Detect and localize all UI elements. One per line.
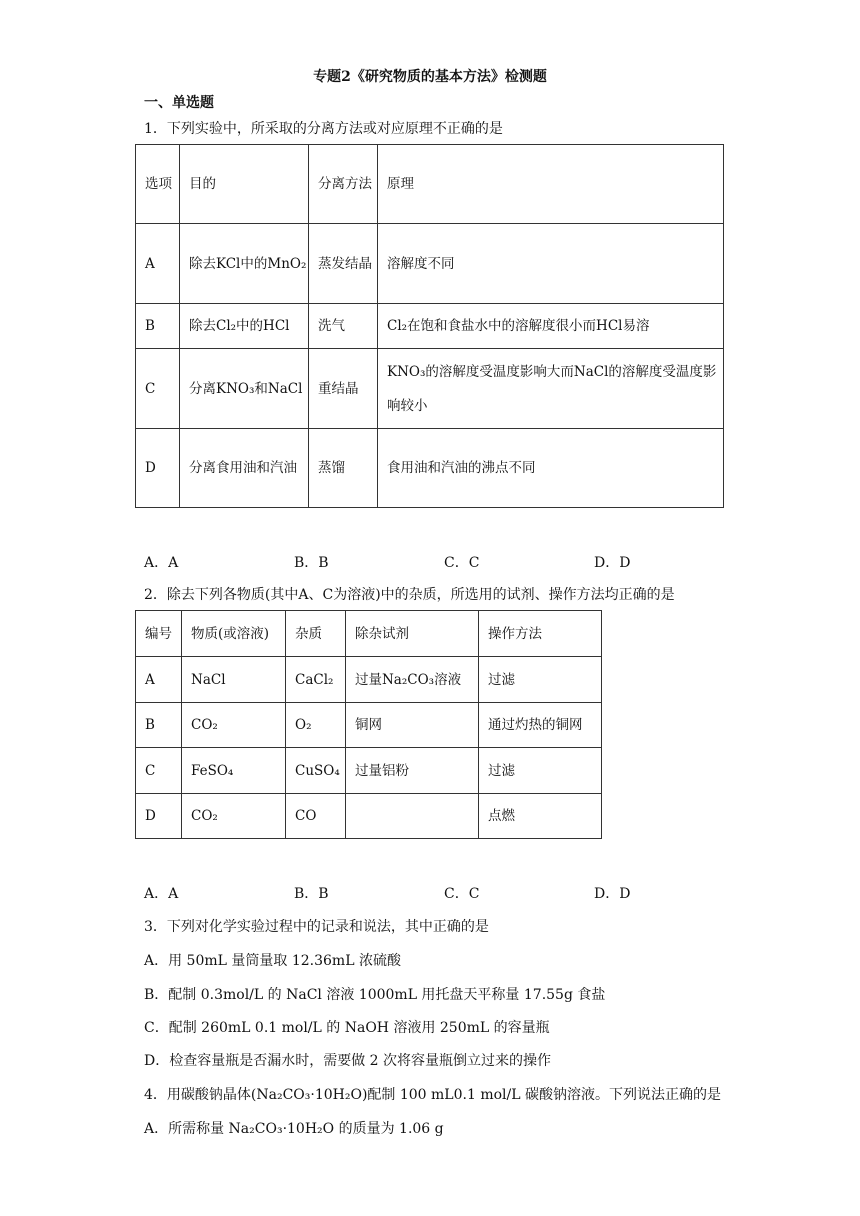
table-cell (346, 794, 479, 839)
header-cell: 除杂试剂 (346, 611, 479, 657)
question-3-option-c[interactable]: C．配制 260mL 0.1 mol/L 的 NaOH 溶液用 250mL 的容量瓶 (144, 1020, 550, 1036)
table-cell: B (136, 703, 182, 748)
table-cell: 重结晶 (309, 349, 378, 429)
question-1-option-b[interactable]: B．B (294, 555, 329, 571)
question-2-option-d[interactable]: D．D (594, 886, 631, 902)
table-cell: CO₂ (182, 794, 286, 839)
table-cell: 过量铝粉 (346, 748, 479, 794)
table-cell: 分离食用油和汽油 (180, 429, 309, 508)
header-cell: 目的 (180, 145, 309, 224)
question-1-option-a[interactable]: A．A (144, 555, 179, 571)
table-row (136, 703, 602, 748)
question-1-option-d[interactable]: D．D (594, 555, 631, 571)
table-row (136, 794, 602, 839)
question-1-option-c[interactable]: C．C (444, 555, 480, 571)
table-cell: O₂ (286, 703, 346, 748)
header-cell: 选项 (136, 145, 180, 224)
header-cell: 分离方法 (309, 145, 378, 224)
header-cell: 物质(或溶液) (182, 611, 286, 657)
table-cell: 过量Na₂CO₃溶液 (346, 657, 479, 703)
table-row (136, 349, 724, 429)
table-row (136, 429, 724, 508)
question-2-table (135, 610, 602, 839)
table-cell: D (136, 794, 182, 839)
table-cell: 通过灼热的铜网 (479, 703, 602, 748)
header-cell: 编号 (136, 611, 182, 657)
question-2-option-c[interactable]: C．C (444, 886, 480, 902)
table-cell: 食用油和汽油的沸点不同 (378, 429, 724, 508)
table-cell: B (136, 304, 180, 349)
table-cell: 过滤 (479, 657, 602, 703)
header-cell: 杂质 (286, 611, 346, 657)
table-cell: CaCl₂ (286, 657, 346, 703)
question-4-option-a[interactable]: A．所需称量 Na₂CO₃·10H₂O 的质量为 1.06 g (144, 1121, 444, 1137)
table-cell: D (136, 429, 180, 508)
question-2-option-a[interactable]: A．A (144, 886, 179, 902)
table-cell: A (136, 224, 180, 304)
table-cell: 溶解度不同 (378, 224, 724, 304)
table-row (136, 304, 724, 349)
table-cell: 分离KNO₃和NaCl (180, 349, 309, 429)
header-cell: 操作方法 (479, 611, 602, 657)
question-3-option-a[interactable]: A．用 50mL 量筒量取 12.36mL 浓硫酸 (144, 953, 401, 969)
table-cell: 过滤 (479, 748, 602, 794)
table-cell: CO (286, 794, 346, 839)
table-cell: NaCl (182, 657, 286, 703)
table-cell: 点燃 (479, 794, 602, 839)
table-cell: KNO₃的溶解度受温度影响大而NaCl的溶解度受温度影响较小 (378, 349, 724, 429)
table-cell: C (136, 748, 182, 794)
table-cell: 除去KCl中的MnO₂ (180, 224, 309, 304)
question-3-option-b[interactable]: B．配制 0.3mol/L 的 NaCl 溶液 1000mL 用托盘天平称量 17.55g 食盐 (144, 987, 606, 1003)
table-cell: 蒸馏 (309, 429, 378, 508)
table-cell: 除去Cl₂中的HCl (180, 304, 309, 349)
table-cell: 洗气 (309, 304, 378, 349)
question-1-stem: 1．下列实验中，所采取的分离方法或对应原理不正确的是 (144, 121, 503, 137)
document-title: 专题2《研究物质的基本方法》检测题 (313, 69, 547, 85)
table-cell: C (136, 349, 180, 429)
question-2-option-b[interactable]: B．B (294, 886, 329, 902)
question-4-stem: 4．用碳酸钠晶体(Na₂CO₃·10H₂O)配制 100 mL0.1 mol/L 碳酸钠溶液。下列说法正确的是 (144, 1087, 721, 1103)
table-cell: 铜网 (346, 703, 479, 748)
table-cell: CuSO₄ (286, 748, 346, 794)
table-cell: FeSO₄ (182, 748, 286, 794)
table-row (136, 657, 602, 703)
table-row (136, 224, 724, 304)
table-cell: Cl₂在饱和食盐水中的溶解度很小而HCl易溶 (378, 304, 724, 349)
section-heading: 一、单选题 (144, 95, 214, 111)
table-cell: CO₂ (182, 703, 286, 748)
table-header-row (136, 145, 724, 224)
table-header-row (136, 611, 602, 657)
question-2-stem: 2．除去下列各物质(其中A、C为溶液)中的杂质，所选用的试剂、操作方法均正确的是 (144, 587, 675, 603)
table-cell: 蒸发结晶 (309, 224, 378, 304)
table-row (136, 748, 602, 794)
question-3-option-d[interactable]: D．检查容量瓶是否漏水时，需要做 2 次将容量瓶倒立过来的操作 (144, 1053, 552, 1069)
header-cell: 原理 (378, 145, 724, 224)
question-1-table (135, 144, 724, 508)
question-3-stem: 3．下列对化学实验过程中的记录和说法，其中正确的是 (144, 919, 489, 935)
table-cell: A (136, 657, 182, 703)
